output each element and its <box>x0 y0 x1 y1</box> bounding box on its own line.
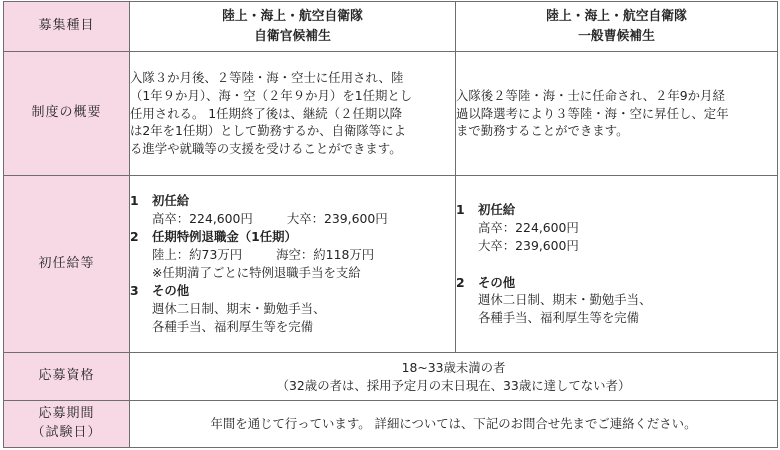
column-title-general-line1: 陸上・海上・航空自衛隊 <box>546 8 687 24</box>
row-label-salary: 初任給等 <box>4 176 130 353</box>
overview-candidate-line: る進学や就職等の支援を受けることができます。 <box>130 141 402 157</box>
overview-candidate-line: 入隊３か月後、２等陸・海・空士に任用され、陸 <box>130 69 404 85</box>
overview-candidate-line: 任用される。 1任期終了後は、継続（２任期以降 <box>130 105 403 121</box>
row-label-overview: 制度の概要 <box>4 52 130 176</box>
overview-row <box>4 52 778 176</box>
salary-candidate-item3-line: 各種手当、福利厚生等を完備 <box>152 318 314 334</box>
row-label-period-line2: （試験日） <box>31 425 102 440</box>
recruitment-table <box>3 1 778 448</box>
salary-general-item2-line: 週休二日制、期末・勤勉手当、 <box>478 292 652 308</box>
salary-general-item2-title: 2 その他 <box>456 274 516 290</box>
overview-general <box>456 52 778 176</box>
eligibility-line2: （32歳の者は、採用予定月の末日現在、33歳に達してない者） <box>276 377 631 393</box>
salary-general-item2-line: 各種手当、福利厚生等を完備 <box>478 310 640 326</box>
eligibility-line1: 18~33歳未満の者 <box>401 359 506 375</box>
row-label-period-line1: 応募期間 <box>38 406 95 422</box>
row-label-eligibility: 応募資格 <box>4 353 130 401</box>
overview-general-line: まで勤務することができます。 <box>456 123 629 139</box>
overview-general-line: 入隊後２等陸・海・士に任命され、２年9か月経 <box>456 87 725 103</box>
column-title-general <box>456 2 778 52</box>
period-text: 年間を通じて行っています。 詳細については、下記のお問合せ先までご連絡ください。 <box>130 401 778 448</box>
header-row <box>4 2 778 52</box>
period-row <box>4 401 778 448</box>
overview-candidate <box>130 52 456 176</box>
salary-candidate <box>130 176 456 353</box>
overview-general-line: 過以降選考により３等陸・海・空に昇任し、定年 <box>456 105 729 121</box>
column-title-candidate-line2: 自衛官候補生 <box>254 28 331 44</box>
column-title-general-line2: 一般曹候補生 <box>578 28 655 44</box>
salary-row <box>4 176 778 353</box>
column-title-candidate <box>130 2 456 52</box>
column-title-candidate-line1: 陸上・海上・航空自衛隊 <box>222 8 363 24</box>
eligibility-row <box>4 353 778 401</box>
salary-general-item1-line: 大卒：239,600円 <box>478 237 579 253</box>
salary-candidate-item2-values: 陸上：約73万円 海空：約118万円 <box>152 247 375 263</box>
eligibility-text <box>130 353 778 401</box>
salary-candidate-item3-title: 3 その他 <box>130 282 190 298</box>
salary-candidate-item2-title: 2 任期特例退職金（1任期） <box>130 229 297 245</box>
salary-candidate-item3-line: 週休二日制、期末・勤勉手当、 <box>152 300 326 316</box>
salary-candidate-item2-note: ※任期満了ごとに特例退職手当を支給 <box>152 265 361 280</box>
salary-general-item1-line: 高卒：224,600円 <box>478 219 579 235</box>
salary-candidate-item1-values: 高卒：224,600円 大卒：239,600円 <box>152 211 388 227</box>
salary-general <box>456 176 778 353</box>
overview-candidate-line: は2年を1任期）として勤務するか、自衛隊等によ <box>130 123 406 139</box>
overview-candidate-line: （1年９か月）、海・空（２年９か月）を1任期とし <box>130 87 413 103</box>
row-label-period <box>4 401 130 448</box>
row-label-category: 募集種目 <box>4 2 130 52</box>
salary-general-item1-title: 1 初任給 <box>456 201 516 217</box>
salary-candidate-item1-title: 1 初任給 <box>130 193 190 209</box>
